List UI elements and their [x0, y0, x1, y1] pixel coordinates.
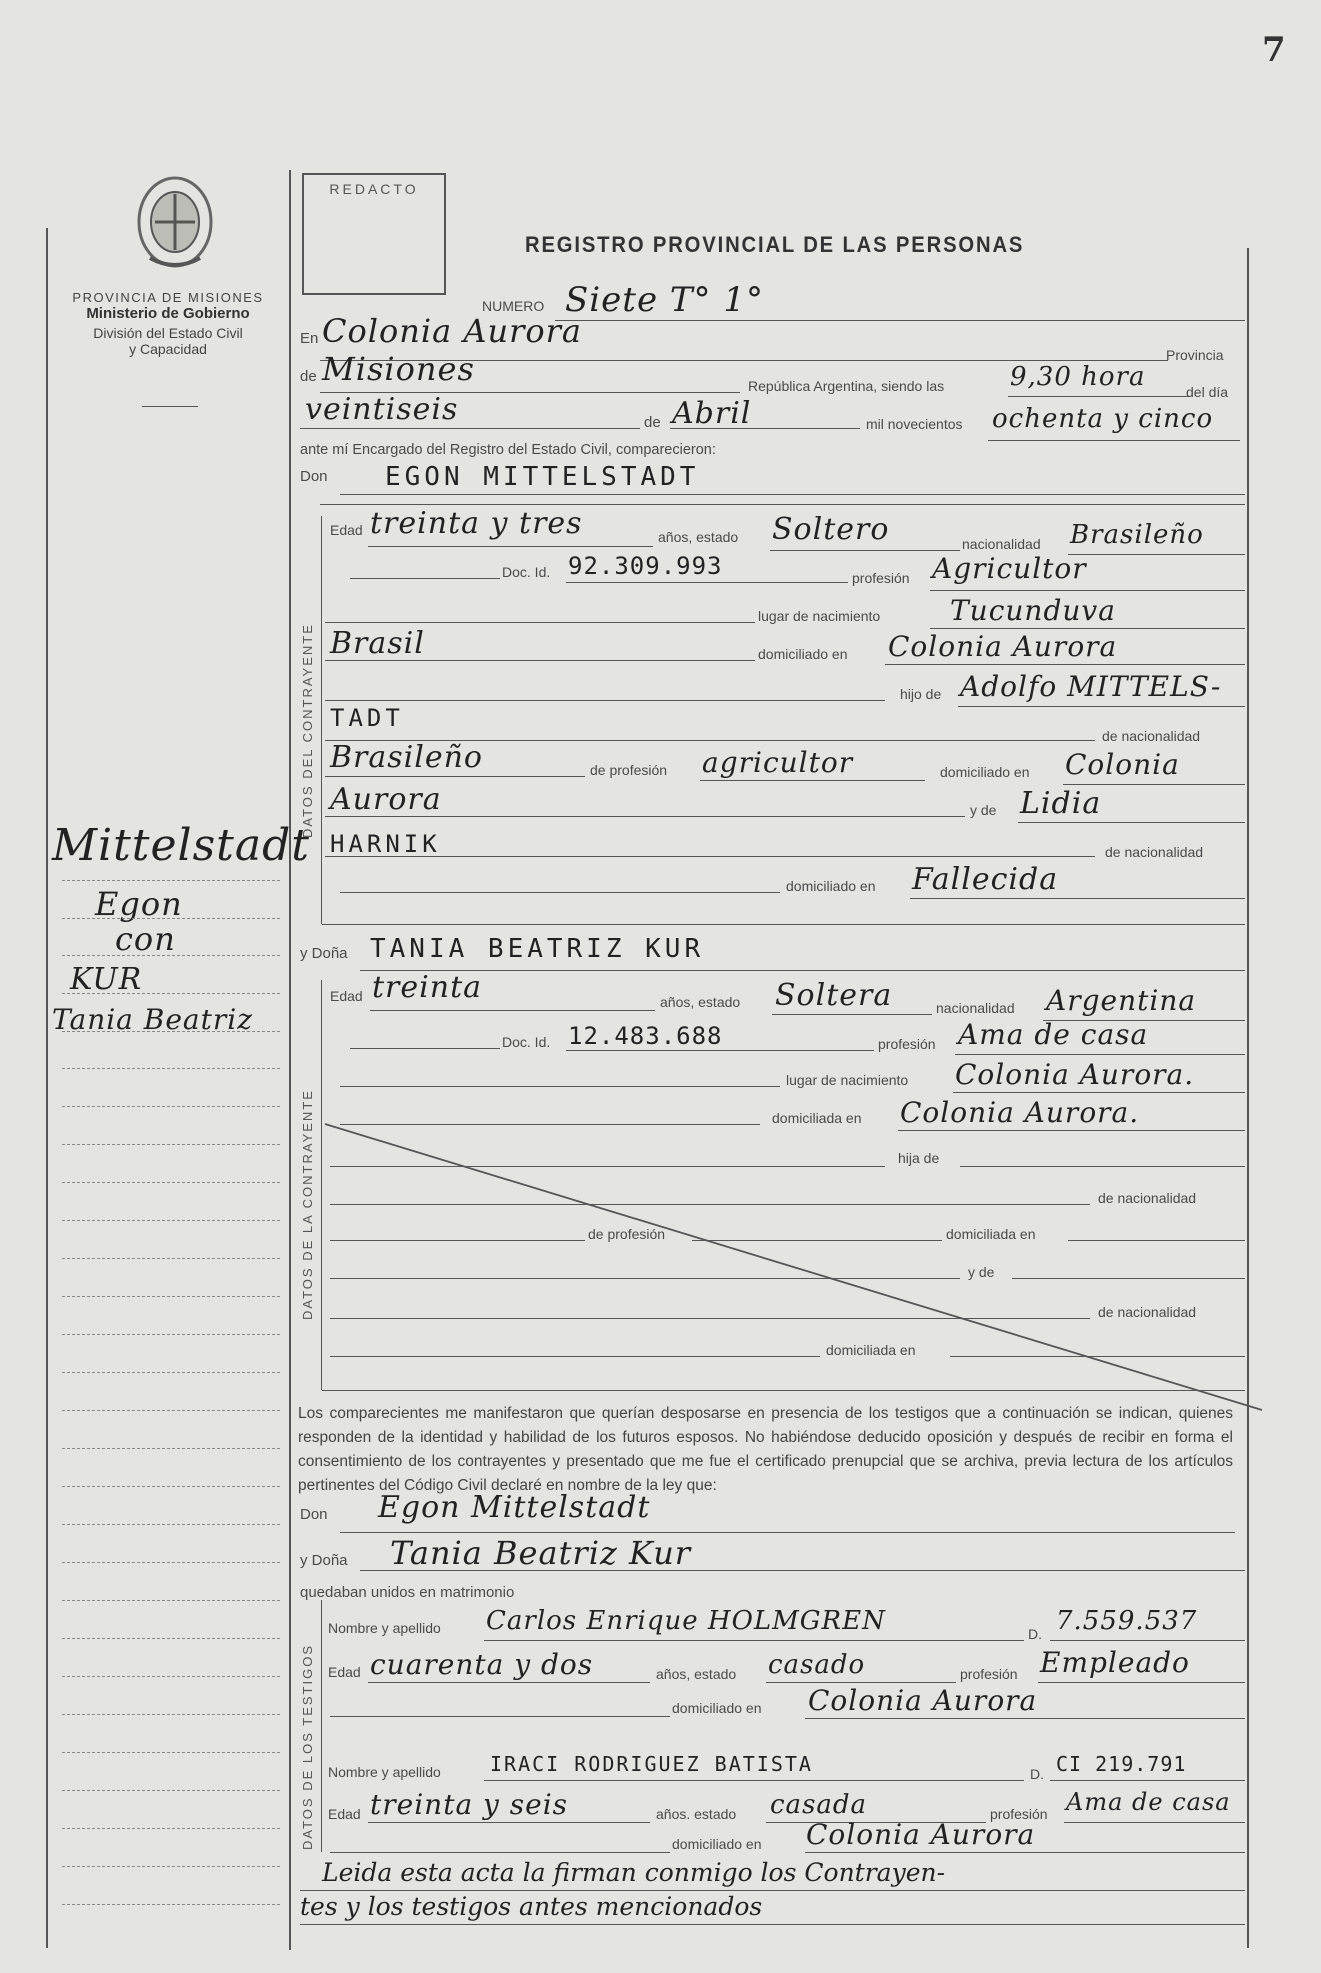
testigo2-domicilio: Colonia Aurora — [806, 1818, 1036, 1851]
label-de-mes: de — [644, 414, 661, 431]
province-name: PROVINCIA DE MISIONES — [72, 290, 264, 305]
label-hijo-de: hijo de — [900, 686, 942, 702]
label-edad-2: Edad — [330, 988, 363, 1004]
label-profesion: profesión — [852, 570, 910, 586]
label-de-nacionalidad-3: de nacionalidad — [1098, 1190, 1197, 1206]
label-d-2: D. — [1030, 1766, 1044, 1782]
label-edad-4: Edad — [328, 1806, 361, 1822]
testigo1-nombre: Carlos Enrique HOLMGREN — [486, 1606, 886, 1636]
label-de-profesion-2: de profesión — [588, 1226, 666, 1242]
acta-dia: veintiseis — [305, 392, 459, 427]
testigo2-estado: casada — [770, 1790, 868, 1820]
acta-mes: Abril — [672, 396, 752, 431]
contrayenta-profesion: Ama de casa — [958, 1018, 1149, 1051]
label-hija-de: hija de — [898, 1150, 940, 1166]
label-del-dia: del día — [1186, 384, 1229, 400]
contrayenta-doc: 12.483.688 — [568, 1022, 723, 1050]
label-de-nacionalidad: de nacionalidad — [1102, 728, 1201, 744]
label-nombre-apellido-2: Nombre y apellido — [328, 1764, 441, 1780]
label-ante-mi: ante mí Encargado del Registro del Estado Civil, comparecieron: — [300, 442, 716, 458]
declaration-paragraph: Los comparecientes me manifestaron que querían desposarse en presencia de los testigos que a continuación se indican, quienes responden de la identidad y habilidad de los futuros esposos. No habiéndose deducido oposición y después de recibir en forma el consentimiento de los contrayentes y presentado que me fue el certificado prenupcial que se archiva, previa lectura de los artículos pertinentes del Código Civil declaré en nombre de la ley que: — [298, 1405, 1233, 1494]
label-domiciliado: domiciliado en — [758, 646, 848, 662]
contrayenta-nombre: TANIA BEATRIZ KUR — [370, 934, 705, 964]
label-republica: República Argentina, siendo las — [748, 378, 945, 394]
label-provincia: Provincia — [1166, 347, 1224, 363]
label-doc: Doc. Id. — [502, 564, 551, 580]
contrayente-domicilio: Colonia Aurora — [888, 630, 1118, 663]
testigo2-edad: treinta y seis — [370, 1788, 569, 1821]
label-lugar-nacimiento-2: lugar de nacimiento — [786, 1072, 909, 1088]
label-anos-estado-2: años, estado — [660, 994, 741, 1010]
label-domiciliada-2: domiciliada en — [946, 1226, 1036, 1242]
contrayente-nombre: EGON MITTELSTADT — [385, 462, 700, 492]
label-datos-contrayente: DATOS DEL CONTRAYENTE — [300, 623, 315, 838]
contrayenta-domicilio: Colonia Aurora. — [900, 1096, 1140, 1129]
stamp-label: REDACTO — [329, 181, 419, 197]
contrayenta-nacionalidad: Argentina — [1046, 984, 1197, 1017]
label-y-dona-2: y Doña — [300, 1552, 348, 1569]
closing-line-1: Leida esta acta la firman conmigo los Contrayen- — [322, 1858, 946, 1887]
label-nacionalidad-2: nacionalidad — [936, 1000, 1015, 1016]
label-en: En — [300, 330, 319, 347]
testigo2-nombre: IRACI RODRIGUEZ BATISTA — [490, 1752, 813, 1776]
margin-note-tania: Tania Beatriz — [52, 1003, 253, 1036]
acta-anio: ochenta y cinco — [992, 404, 1214, 434]
label-profesion-4: profesión — [990, 1806, 1048, 1822]
testigo1-edad: cuarenta y dos — [370, 1648, 594, 1681]
label-anos-estado-4: años. estado — [656, 1806, 737, 1822]
label-profesion-2: profesión — [878, 1036, 936, 1052]
label-datos-testigos: DATOS DE LOS TESTIGOS — [300, 1644, 315, 1850]
label-domiciliado-2: domiciliado en — [940, 764, 1030, 780]
document-title: REGISTRO PROVINCIAL DE LAS PERSONAS — [525, 232, 1025, 257]
declaracion-dona: Tania Beatriz Kur — [390, 1534, 692, 1572]
label-anos-estado: años, estado — [658, 529, 739, 545]
label-domiciliado-5: domiciliado en — [672, 1836, 762, 1852]
contrayente-edad: treinta y tres — [370, 506, 583, 541]
label-mil-novecientos: mil novecientos — [866, 416, 963, 432]
acta-lugar: Colonia Aurora — [322, 312, 582, 350]
acta-provincia: Misiones — [322, 350, 475, 388]
label-domiciliada-3: domiciliada en — [826, 1342, 916, 1358]
contrayente-doc: 92.309.993 — [568, 552, 723, 580]
contrayente-padre: Adolfo MITTELS- — [960, 670, 1222, 703]
contrayenta-lugar-nacimiento: Colonia Aurora. — [955, 1058, 1195, 1091]
label-edad: Edad — [330, 522, 363, 538]
testigo2-doc: CI 219.791 — [1056, 1752, 1187, 1776]
label-d: D. — [1028, 1626, 1042, 1642]
margin-signature: Mittelstadt — [52, 820, 310, 871]
label-don-2: Don — [300, 1506, 328, 1523]
label-domiciliado-3: domiciliado en — [786, 878, 876, 894]
label-de-profesion: de profesión — [590, 762, 668, 778]
label-edad-3: Edad — [328, 1664, 361, 1680]
contrayente-padre-2: TADT — [330, 704, 404, 732]
madre-domicilio: Fallecida — [912, 862, 1059, 897]
label-domiciliada: domiciliada en — [772, 1110, 862, 1126]
testigo1-domicilio: Colonia Aurora — [808, 1684, 1038, 1717]
testigo2-profesion: Ama de casa — [1066, 1788, 1231, 1816]
label-de-nacionalidad-2: de nacionalidad — [1105, 844, 1204, 860]
contrayente-profesion: Agricultor — [932, 552, 1087, 585]
contrayente-lugar-nacimiento: Tucunduva — [950, 594, 1116, 627]
division-name: División del Estado Civil — [93, 325, 243, 341]
page-number: 7 — [1262, 30, 1286, 70]
contrayente-lugar-nacimiento-2: Brasil — [330, 626, 425, 661]
label-datos-contrayenta: DATOS DE LA CONTRAYENTE — [300, 1089, 315, 1320]
margin-note-con: con — [115, 920, 176, 958]
closing-line-2: tes y los testigos antes mencionados — [300, 1892, 763, 1921]
label-numero: NUMERO — [482, 298, 545, 314]
label-y-de-2: y de — [968, 1264, 995, 1280]
contrayente-nacionalidad: Brasileño — [1070, 520, 1204, 550]
madre-nombre: Lidia — [1020, 786, 1102, 821]
label-y-dona: y Doña — [300, 945, 348, 962]
label-profesion-3: profesión — [960, 1666, 1018, 1682]
label-de: de — [300, 368, 317, 385]
contrayenta-estado: Soltera — [775, 978, 893, 1013]
label-doc-2: Doc. Id. — [502, 1034, 551, 1050]
madre-apellido: HARNIK — [330, 830, 441, 858]
acta-numero: Siete T° 1° — [565, 280, 764, 320]
label-quedaban: quedaban unidos en matrimonio — [300, 1584, 515, 1601]
division-name-2: y Capacidad — [129, 341, 207, 357]
label-de-nacionalidad-4: de nacionalidad — [1098, 1304, 1197, 1320]
ministry-name: Ministerio de Gobierno — [86, 305, 250, 322]
label-lugar-nacimiento: lugar de nacimiento — [758, 608, 881, 624]
padre-nacionalidad: Brasileño — [330, 740, 483, 775]
declaracion-don: Egon Mittelstadt — [378, 1490, 651, 1525]
padre-domicilio: Colonia — [1065, 748, 1180, 781]
padre-domicilio-2: Aurora — [330, 782, 442, 817]
label-anos-estado-3: años, estado — [656, 1666, 737, 1682]
margin-note-kur: KUR — [70, 962, 143, 997]
padre-profesion: agricultor — [702, 746, 854, 779]
label-domiciliado-4: domiciliado en — [672, 1700, 762, 1716]
label-nombre-apellido: Nombre y apellido — [328, 1620, 441, 1636]
label-y-de: y de — [970, 802, 997, 818]
contrayenta-edad: treinta — [372, 970, 483, 1005]
testigo1-doc: 7.559.537 — [1056, 1606, 1198, 1636]
label-nacionalidad: nacionalidad — [962, 536, 1041, 552]
label-don: Don — [300, 468, 328, 485]
contrayente-estado: Soltero — [772, 512, 890, 547]
acta-hora: 9,30 hora — [1010, 362, 1146, 392]
testigo1-estado: casado — [768, 1650, 866, 1680]
margin-note-egon: Egon — [95, 885, 183, 923]
testigo1-profesion: Empleado — [1040, 1646, 1190, 1679]
